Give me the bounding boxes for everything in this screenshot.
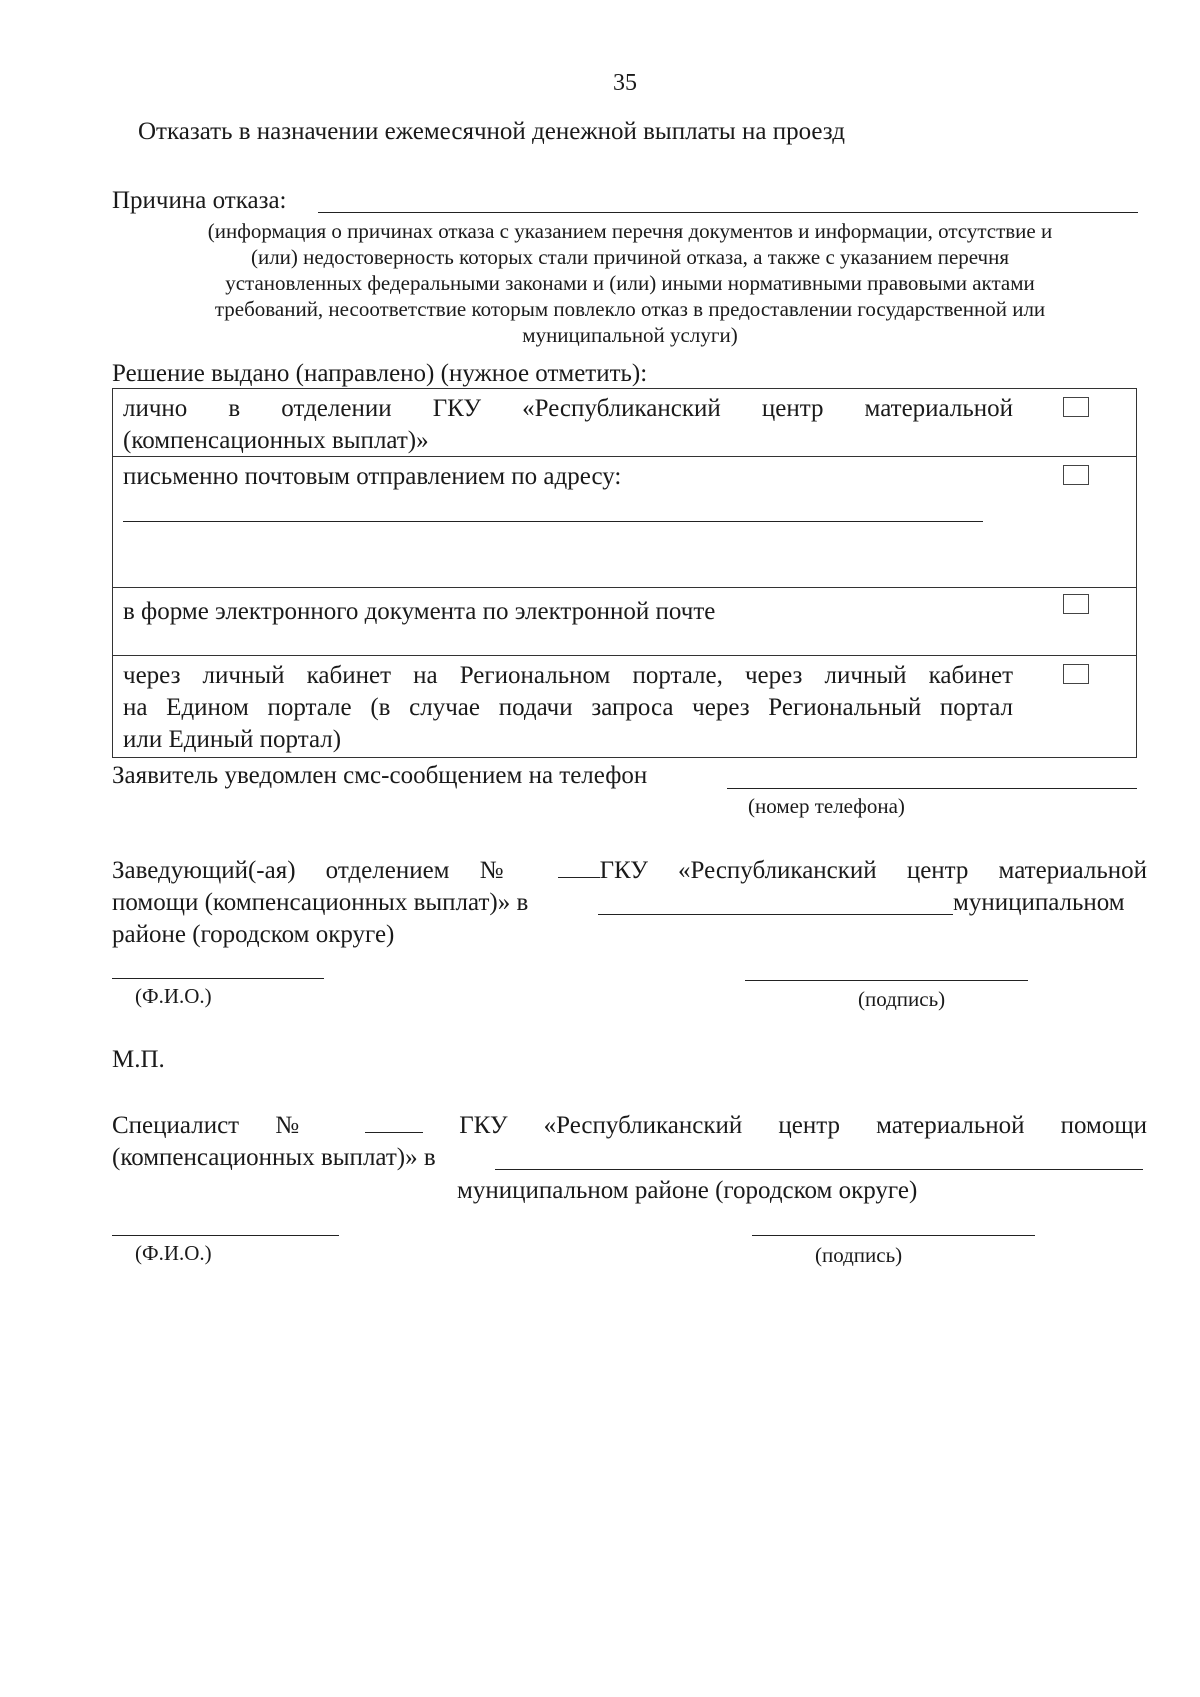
option-line: через личный кабинет на Региональном портале, через личный кабинет [123, 662, 1013, 689]
option-line: лично в отделении ГКУ «Республиканский центр материальной [123, 395, 1013, 422]
head-fio-line[interactable] [112, 978, 324, 979]
head-fio-caption: (Ф.И.О.) [135, 984, 212, 1008]
head-municipality-field-line[interactable] [598, 914, 953, 915]
head-line-3: районе (городском округе) [112, 921, 395, 948]
page-number: 35 [613, 70, 637, 96]
specialist-fio-caption: (Ф.И.О.) [135, 1241, 212, 1265]
phone-caption: (номер телефона) [748, 794, 905, 818]
head-line-2a: помощи (компенсационных выплат)» в [112, 889, 529, 916]
specialist-number-field[interactable] [365, 1112, 423, 1133]
reason-caption-line: установленных федеральными законами и (или) иными нормативными правовыми актами [225, 271, 1035, 295]
specialist-title: Специалист № [112, 1112, 329, 1139]
head-line-1 [112, 855, 1147, 887]
reason-caption [130, 218, 1130, 348]
phone-field-line[interactable] [727, 788, 1137, 789]
delivery-option-portal [113, 656, 1136, 757]
stamp-label: М.П. [112, 1046, 165, 1073]
head-department-number-field[interactable] [558, 857, 600, 878]
reason-caption-line: требований, несоответствие которым повлекло отказ в предоставлении государственной или [214, 297, 1046, 321]
delivery-options-table [112, 388, 1137, 758]
reason-caption-line: муниципальной услуги) [522, 323, 738, 347]
checkbox-portal[interactable] [1063, 664, 1089, 684]
option-line: (компенсационных выплат)» [123, 427, 429, 454]
option-line: письменно почтовым отправлением по адресу: [123, 463, 622, 490]
specialist-signature-line[interactable] [752, 1235, 1035, 1236]
specialist-fio-line[interactable] [112, 1235, 339, 1236]
postal-address-line[interactable] [123, 521, 983, 522]
sms-label: Заявитель уведомлен смс-сообщением на телефон [112, 762, 648, 789]
specialist-line-2a: (компенсационных выплат)» в [112, 1144, 436, 1171]
option-line: в форме электронного документа по электронной почте [123, 598, 716, 625]
reason-caption-line: (или) недостоверность которых стали причиной отказа, а также с указанием перечня [250, 245, 1010, 269]
reason-label: Причина отказа: [112, 187, 287, 214]
delivery-heading: Решение выдано (направлено) (нужное отметить): [112, 360, 648, 387]
delivery-option-email [113, 588, 1136, 656]
specialist-org: ГКУ «Республиканский центр материальной помощи [459, 1112, 1148, 1139]
option-line: на Едином портале (в случае подачи запроса через Региональный портал [123, 694, 1013, 721]
checkbox-postal[interactable] [1063, 465, 1089, 485]
option-line: или Единый портал) [123, 726, 342, 753]
specialist-line-3: муниципальном районе (городском округе) [457, 1177, 918, 1204]
reason-caption-line: (информация о причинах отказа с указанием перечня документов и информации, отсутствие и [207, 219, 1053, 243]
option-text [123, 461, 1013, 493]
delivery-option-in-person [113, 389, 1136, 457]
head-signature-line[interactable] [745, 980, 1028, 981]
head-line-2b: муниципальном [953, 889, 1125, 916]
head-title: Заведующий(-ая) отделением № [112, 857, 528, 884]
delivery-option-postal [113, 457, 1136, 588]
checkbox-in-person[interactable] [1063, 397, 1089, 417]
specialist-municipality-field-line[interactable] [495, 1169, 1143, 1170]
reason-field-line[interactable] [318, 212, 1138, 213]
option-text [123, 660, 1013, 756]
checkbox-email[interactable] [1063, 594, 1089, 614]
option-text [123, 393, 1013, 457]
decision-title: Отказать в назначении ежемесячной денежной выплаты на проезд [138, 118, 845, 145]
head-signature-caption: (подпись) [858, 987, 946, 1011]
option-text [123, 596, 1013, 628]
specialist-line-1 [112, 1110, 1147, 1142]
specialist-signature-caption: (подпись) [815, 1243, 903, 1267]
head-org: ГКУ «Республиканский центр материальной [599, 857, 1148, 884]
